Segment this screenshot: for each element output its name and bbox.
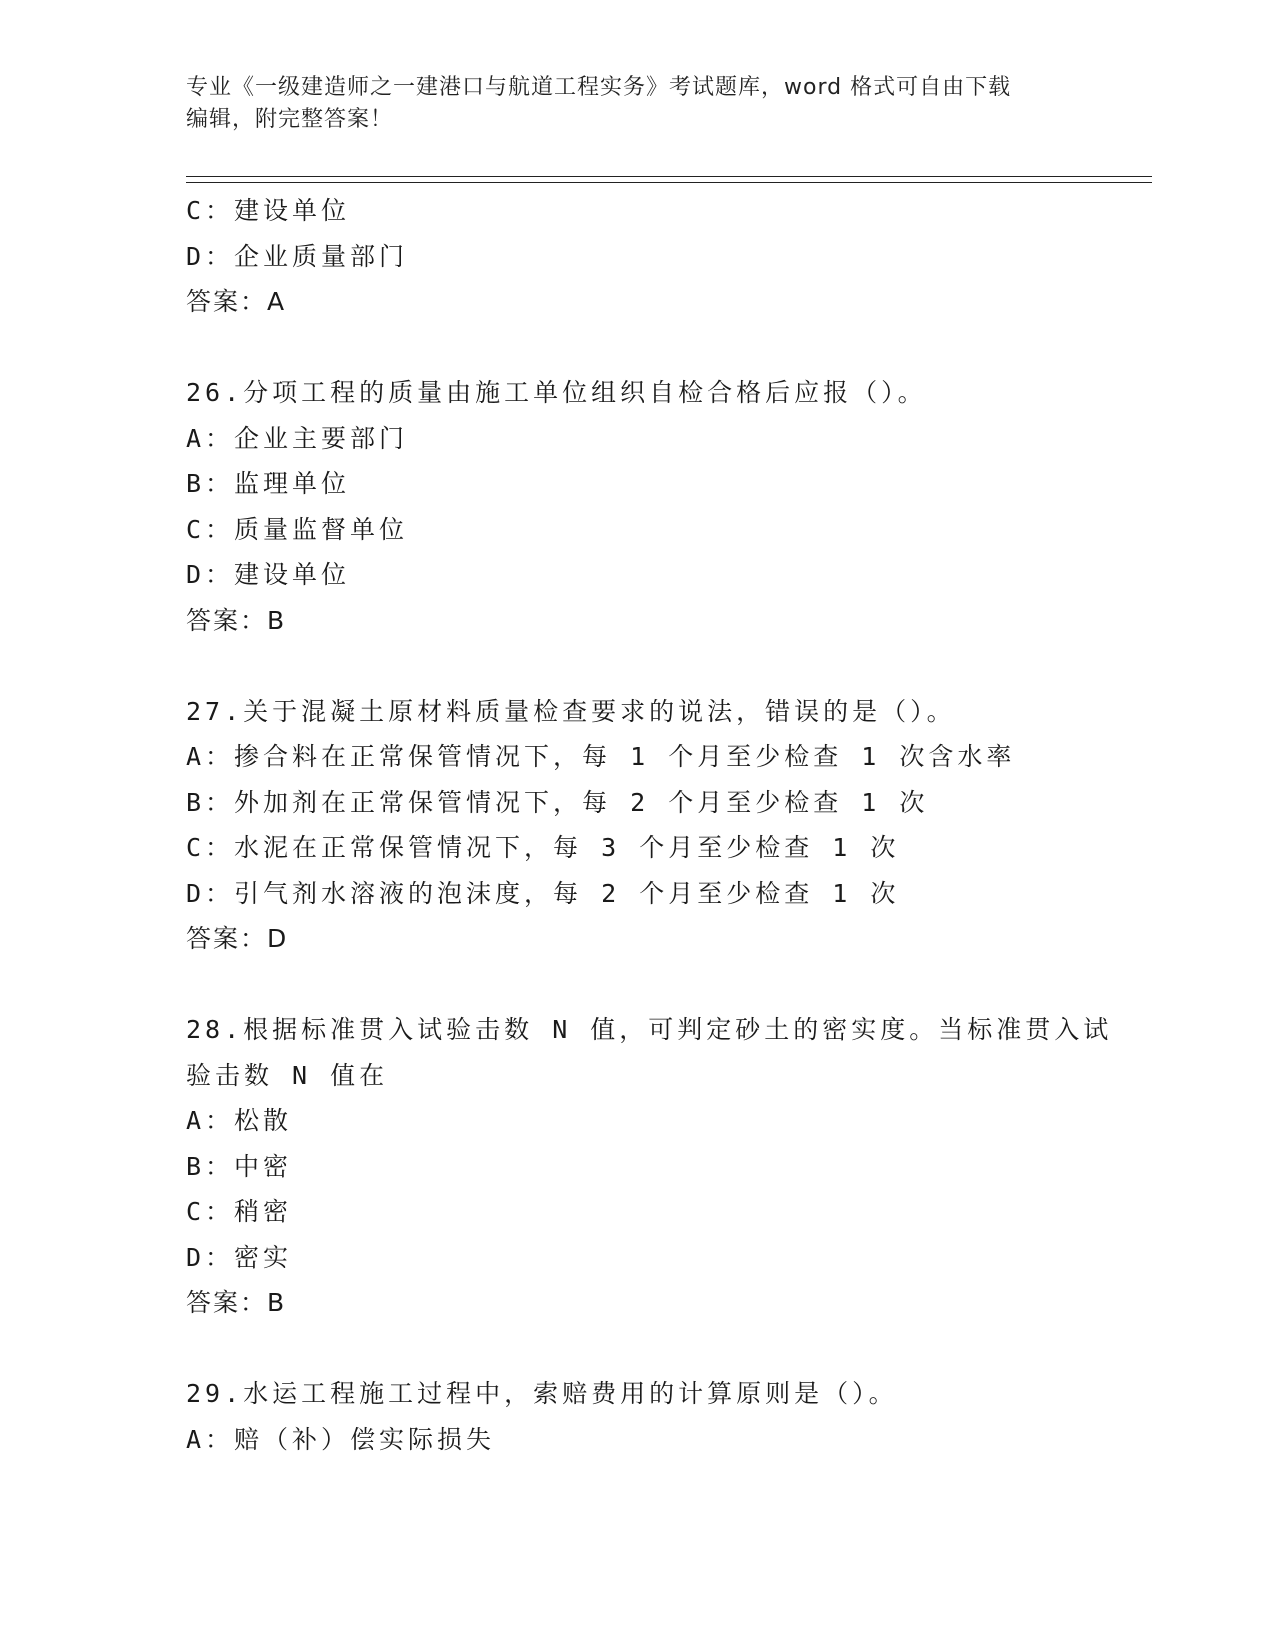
question-stem: 26.分项工程的质量由施工单位组织自检合格后应报（）。 [186,378,927,407]
question-stem-line-2: 验击数 N 值在 [186,1060,389,1090]
answer: 答案：D [186,924,289,953]
header-line-2: 编辑，附完整答案！ [186,107,394,132]
question-stem: 29.水运工程施工过程中，索赔费用的计算原则是（）。 [186,1379,898,1408]
question-stem-line-1: 28.根据标准贯入试验击数 N 值，可判定砂土的密实度。当标准贯入试 [186,1015,1113,1044]
answer: 答案：B [186,1288,287,1317]
option-c: C：质量监督单位 [186,514,409,544]
question-27 [186,689,1086,962]
spacer [186,1326,1086,1372]
question-list [186,188,1113,1462]
header-rule-top [186,176,1152,177]
spacer [186,643,1086,689]
option-b: B：外加剂在正常保管情况下，每 2 个月至少检查 1 次 [186,787,929,817]
question-29 [186,1371,1086,1462]
answer: 答案：A [186,287,287,316]
option-d: D：建设单位 [186,560,351,589]
header-rule-bottom [186,182,1152,183]
question-25-tail [186,188,1086,325]
option-c: C：建设单位 [186,196,351,225]
option-c: C：水泥在正常保管情况下，每 3 个月至少检查 1 次 [186,833,900,862]
question-26 [186,370,1086,643]
option-a: A：企业主要部门 [186,423,409,453]
option-b: B：中密 [186,1151,293,1181]
option-a: A：掺合料在正常保管情况下，每 1 个月至少检查 1 次含水率 [186,742,1016,771]
question-28 [186,1007,1113,1326]
answer: 答案：B [186,605,287,635]
question-stem: 27.关于混凝土原材料质量检查要求的说法，错误的是（）。 [186,696,956,726]
option-d: D：引气剂水溶液的泡沫度，每 2 个月至少检查 1 次 [186,878,900,908]
header-line-1: 专业《一级建造师之一建港口与航道工程实务》考试题库，word 格式可自由下载 [186,75,1012,100]
option-d: D：企业质量部门 [186,241,409,271]
option-a: A：赔（补）偿实际损失 [186,1424,496,1454]
option-a: A：松散 [186,1106,293,1135]
document-header [186,72,1066,136]
spacer [186,325,1086,371]
option-d: D：密实 [186,1242,293,1272]
option-c: C：稍密 [186,1197,293,1226]
option-b: B：监理单位 [186,469,351,498]
spacer [186,962,1086,1008]
